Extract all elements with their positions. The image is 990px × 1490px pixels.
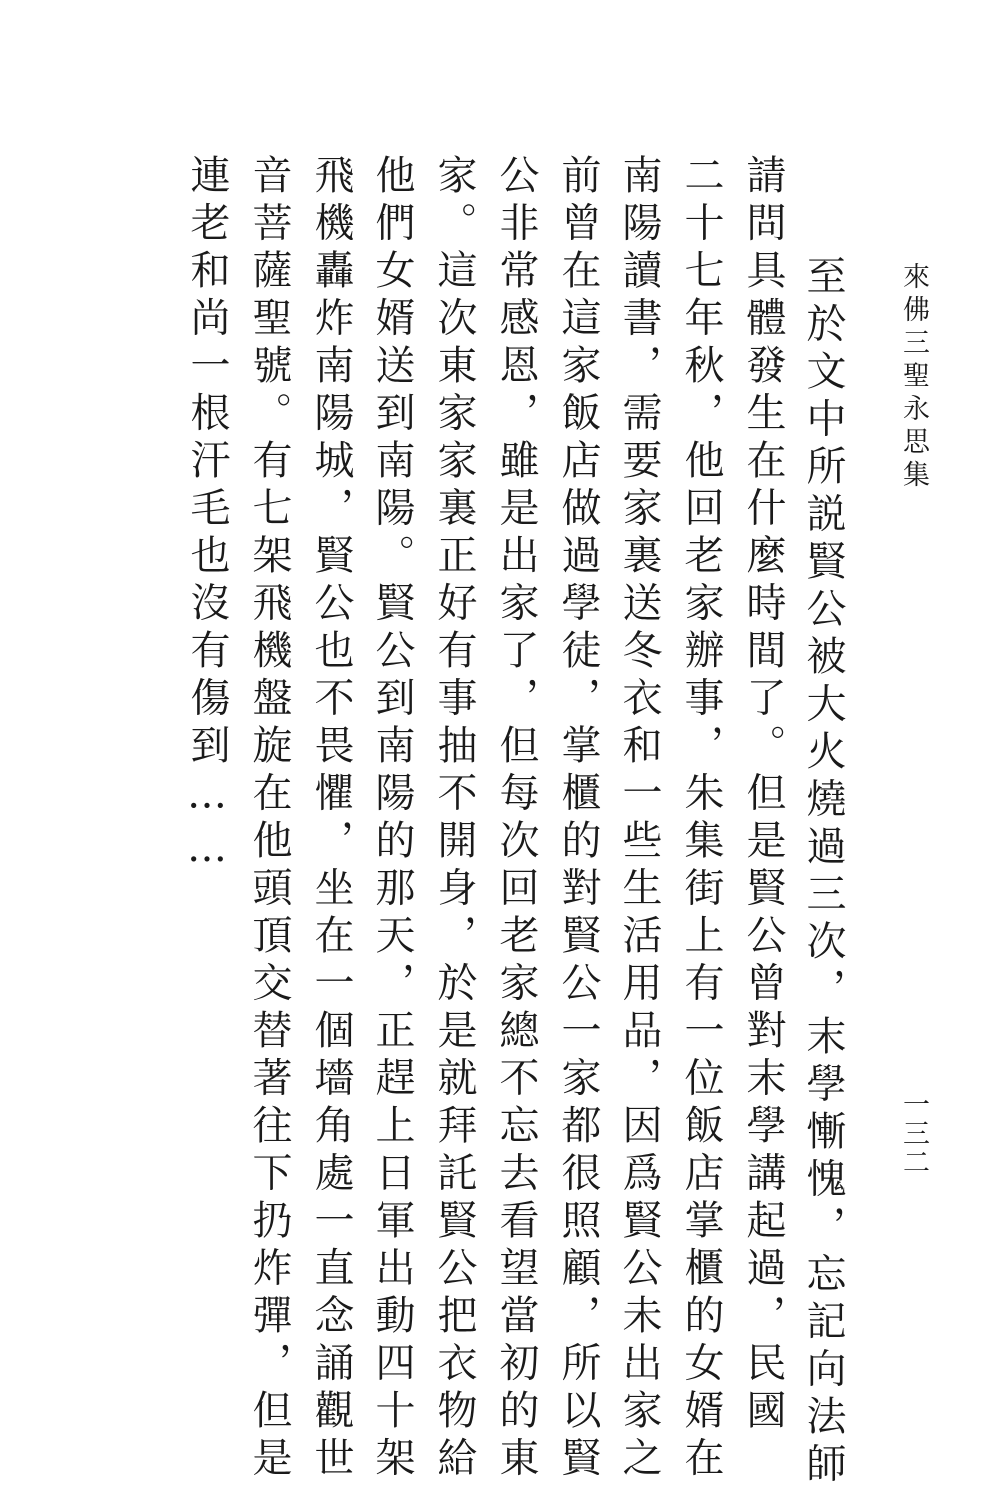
text-column-1: 至於文中所説賢公被大火燒過三次，末學慚愧，忘記向法師 [800,255,846,1490]
text-column-3: 二十七年秋，他回老家辦事，朱集街上有一位飯店掌櫃的女婿在 [678,154,724,1484]
text-column-5: 前曾在這家飯店做過學徒，掌櫃的對賢公一家都很照顧，所以賢 [555,154,601,1484]
text-column-8: 他們女婿送到南陽。賢公到南陽的那天，正趕上日軍出動四十架 [369,154,415,1484]
text-column-7: 家。這次東家家裏正好有事抽不開身，於是就拜託賢公把衣物給 [431,154,477,1484]
book-title: 來佛三聖永思集 [898,262,929,493]
text-column-10: 音菩薩聖號。有七架飛機盤旋在他頭頂交替著往下扔炸彈，但是 [246,154,292,1484]
page-number: 一三二 [898,1090,929,1177]
text-column-11: 連老和尚一根汗毛也沒有傷到…… [184,154,230,879]
text-column-9: 飛機轟炸南陽城，賢公也不畏懼，坐在一個墻角處一直念誦觀世 [308,154,354,1484]
text-column-4: 南陽讀書，需要家裏送冬衣和一些生活用品，因爲賢公未出家之 [616,154,662,1484]
text-column-6: 公非常感恩，雖是出家了，但每次回老家總不忘去看望當初的東 [493,154,539,1484]
text-column-2: 請問具體發生在什麼時間了。但是賢公曾對末學講起過，民國 [740,154,786,1437]
